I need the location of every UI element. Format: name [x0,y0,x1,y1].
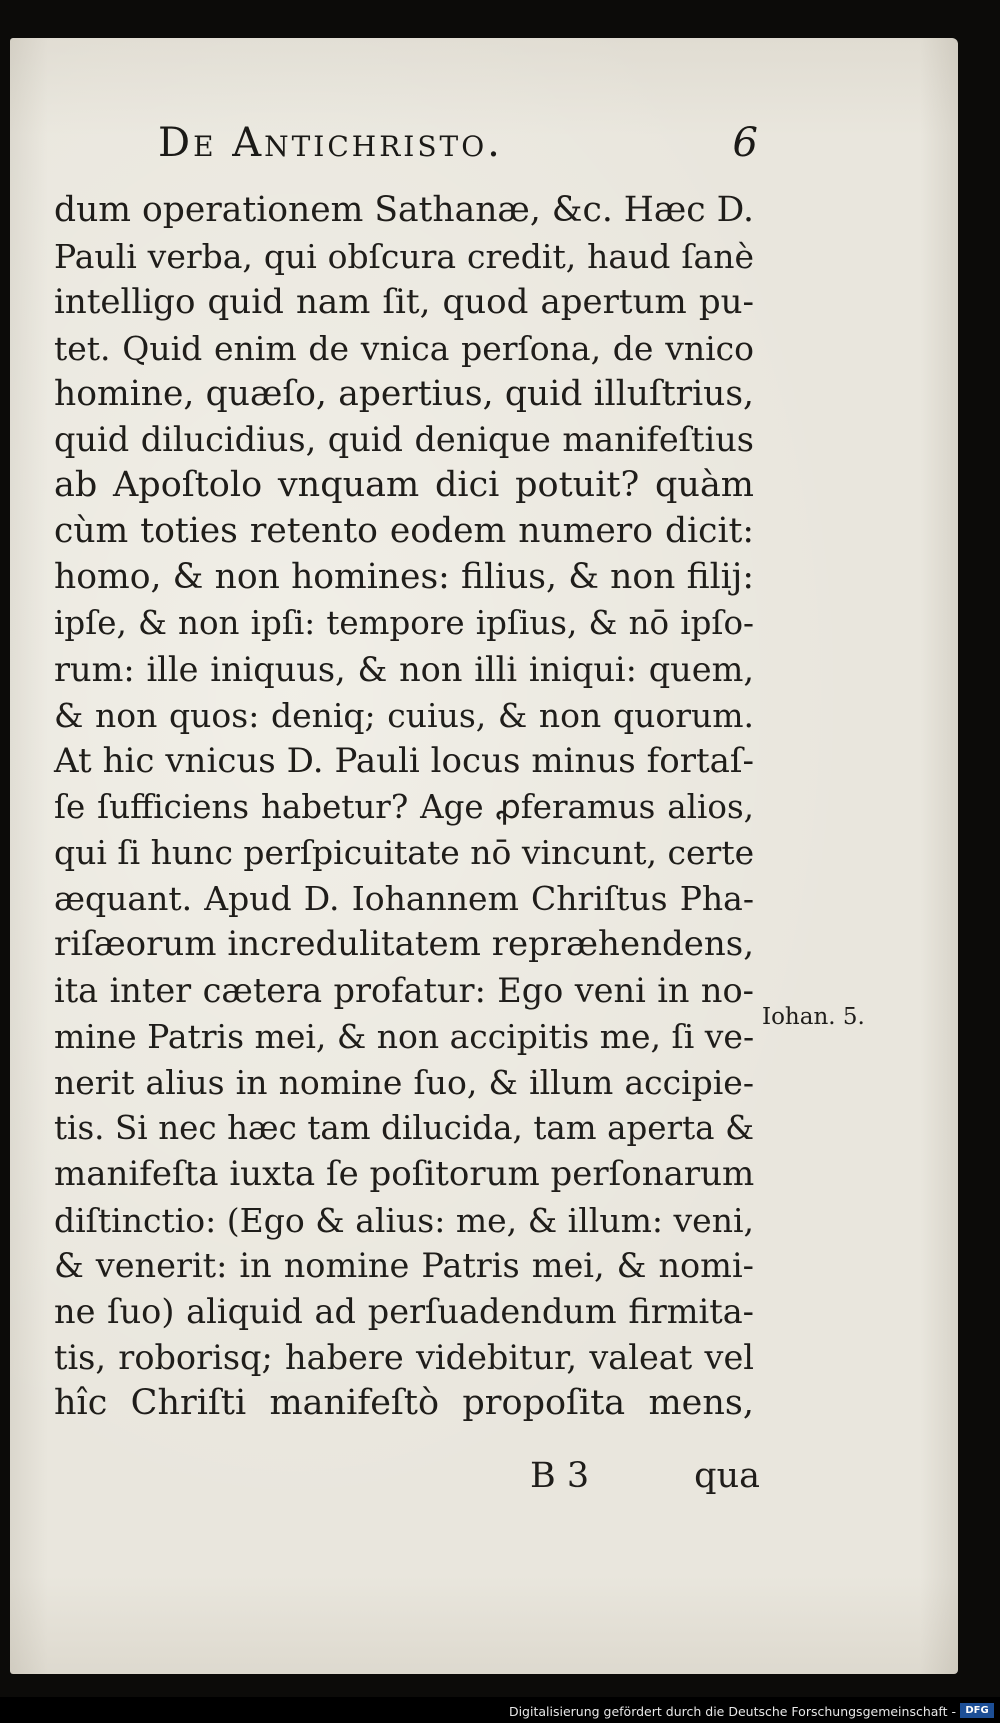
text-line: qui ſi hunc perſpicuitate nō vincunt, certe [54,833,755,873]
footer-bar [0,1697,1000,1723]
text-line: & non quos: deniq; cuius, & non quorum. [54,695,754,735]
text-line: tis, roborisq; habere videbitur, valeat vel [54,1338,754,1378]
text-line: & venerit: in nomine Patris mei, & nomi- [54,1246,754,1286]
catchword: qua [694,1456,760,1496]
text-line: homine, quæſo, apertius, quid illuſtrius, [54,373,754,414]
marginal-note: Iohan. 5. [762,1004,865,1030]
text-line: manifeſta iuxta ſe poſitorum perſonarum [54,1153,755,1194]
text-line: tis. Si nec hæc tam dilucida, tam aperta & [54,1108,754,1147]
text-line: nerit alius in nomine ſuo, & illum accipie- [54,1062,754,1102]
body-text [54,188,754,1427]
text-line: rum: ille iniquus, & non illi iniqui: quem, [54,649,754,689]
text-line: diſtinctio: (Ego & alius: me, & illum: veni, [54,1200,754,1240]
text-line: ſe ſufficiens habetur? Age ꝓferamus alios, [54,787,754,826]
text-line: ab Apoſtolo vnquam dici potuit? quàm [54,465,754,506]
running-title: De Antichristo. [158,120,503,166]
page-header [158,120,758,180]
text-line: At hic vnicus D. Pauli locus minus fortaſ- [54,740,754,781]
text-line: mine Patris mei, & non accipitis me, ſi ve- [54,1017,755,1057]
text-line: Pauli verba, qui obſcura credit, haud ſanè [54,236,754,276]
page-number: 6 [732,120,758,166]
text-line: ipſe, & non ipſi: tempore ipſius, & nō ipſo- [54,604,754,643]
signature-mark: B 3 [530,1456,590,1496]
text-line: riſæorum incredulitatem repræhendens, [54,924,755,965]
text-line: ne ſuo) aliquid ad perſuadendum firmita- [54,1292,754,1332]
book-page [10,38,958,1674]
text-line: æquant. Apud D. Iohannem Chriſtus Pha- [54,879,754,919]
text-line: dum operationem Sathanæ, &c. Hæc D. [54,190,754,230]
dfg-logo: DFG [960,1703,994,1718]
text-line: cùm toties retento eodem numero dicit: [54,511,754,552]
text-line: quid dilucidius, quid denique manifeſtius [54,420,754,460]
text-line: hîc Chriſti manifeſtò propoſita mens, [54,1383,754,1424]
text-line: homo, & non homines: filius, & non filij: [54,557,754,598]
digitization-credit: Digitalisierung gefördert durch die Deutsche Forschungsgemeinschaft - [508,1704,956,1719]
text-line: intelligo quid nam ſit, quod apertum pu- [54,281,754,322]
text-line: ita inter cætera profatur: Ego veni in no- [54,971,754,1011]
text-line: tet. Quid enim de vnica perſona, de vnico [54,328,754,368]
catchline [530,1456,760,1502]
